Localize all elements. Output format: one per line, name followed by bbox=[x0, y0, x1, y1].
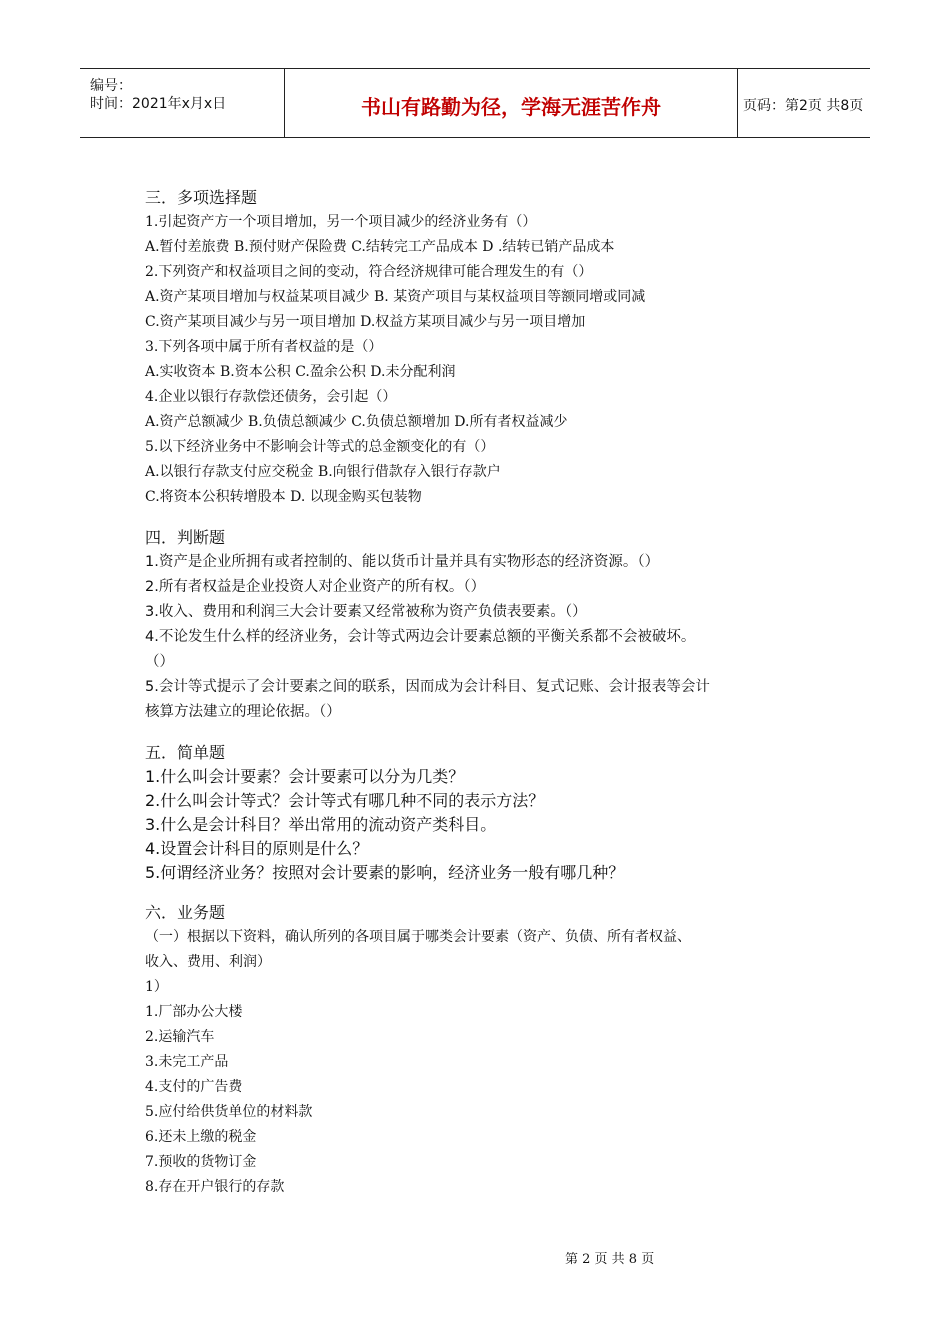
section-title-short-answer: 五．简单题 bbox=[145, 743, 226, 762]
business-item: 5.应付给供货单位的材料款 bbox=[145, 1104, 313, 1120]
business-item: 7.预收的货物订金 bbox=[145, 1154, 257, 1170]
option-line: A.资产某项目增加与权益某项目减少 B. 某资产项目与某权益项目等额同增或同减 bbox=[145, 289, 646, 305]
business-item: 4.支付的广告费 bbox=[145, 1079, 243, 1095]
option-line: C.资产某项目减少与另一项目增加 D.权益方某项目减少与另一项目增加 bbox=[145, 314, 586, 330]
document-body bbox=[145, 186, 825, 1200]
short-question-line: 4.设置会计科目的原则是什么？ bbox=[145, 839, 369, 858]
header-meta-cell bbox=[80, 69, 284, 137]
statement-line: 4.不论发生什么样的经济业务，会计等式两边会计要素总额的平衡关系都不会被破坏。 bbox=[145, 629, 696, 645]
question-line: 3.下列各项中属于所有者权益的是（） bbox=[145, 339, 383, 355]
question-line: 1.引起资产方一个项目增加，另一个项目减少的经济业务有（） bbox=[145, 214, 537, 230]
section-title-business: 六．业务题 bbox=[145, 903, 226, 922]
short-question-line: 5.何谓经济业务？按照对会计要素的影响，经济业务一般有哪几种？ bbox=[145, 863, 625, 882]
statement-line: （） bbox=[145, 654, 174, 670]
option-line: A.实收资本 B.资本公积 C.盈余公积 D.未分配利润 bbox=[145, 364, 456, 380]
time-label: 时间：2021年x月x日 bbox=[90, 96, 227, 112]
question-line: 4.企业以银行存款偿还债务，会引起（） bbox=[145, 389, 397, 405]
header-table bbox=[80, 68, 870, 138]
business-item: 2.运输汽车 bbox=[145, 1029, 215, 1045]
statement-line: 核算方法建立的理论依据。（） bbox=[145, 704, 341, 720]
short-question-line: 1.什么叫会计要素？会计要素可以分为几类？ bbox=[145, 767, 465, 786]
business-item: 8.存在开户银行的存款 bbox=[145, 1179, 285, 1195]
short-question-line: 3.什么是会计科目？举出常用的流动资产类科目。 bbox=[145, 815, 497, 834]
motto: 书山有路勤为径，学海无涯苦作舟 bbox=[361, 95, 661, 119]
statement-line: 1.资产是企业所拥有或者控制的、能以货币计量并具有实物形态的经济资源。（） bbox=[145, 554, 660, 570]
option-line: A.暂付差旅费 B.预付财产保险费 C.结转完工产品成本 D .结转已销产品成本 bbox=[145, 239, 615, 255]
option-line: A.以银行存款支付应交税金 B.向银行借款存入银行存款户 bbox=[145, 464, 501, 480]
header-motto-cell bbox=[284, 69, 738, 137]
statement-line: 2.所有者权益是企业投资人对企业资产的所有权。（） bbox=[145, 579, 486, 595]
statement-line: 3.收入、费用和利润三大会计要素又经常被称为资产负债表要素。（） bbox=[145, 604, 587, 620]
statement-line: 5.会计等式提示了会计要素之间的联系，因而成为会计科目、复式记账、会计报表等会计 bbox=[145, 679, 710, 695]
question-line: 2.下列资产和权益项目之间的变动，符合经济规律可能合理发生的有（） bbox=[145, 264, 593, 280]
short-question-line: 2.什么叫会计等式？会计等式有哪几种不同的表示方法？ bbox=[145, 791, 545, 810]
business-line: 收入、费用、利润） bbox=[145, 954, 271, 970]
option-line: C.将资本公积转增股本 D. 以现金购买包装物 bbox=[145, 489, 422, 505]
business-item: 3.未完工产品 bbox=[145, 1054, 229, 1070]
option-line: A.资产总额减少 B.负债总额减少 C.负债总额增加 D.所有者权益减少 bbox=[145, 414, 568, 430]
business-line: （一）根据以下资料，确认所列的各项目属于哪类会计要素（资产、负债、所有者权益、 bbox=[145, 929, 691, 945]
section-title-multiple-choice: 三．多项选择题 bbox=[145, 188, 258, 207]
header-page-cell bbox=[737, 69, 870, 137]
question-line: 5.以下经济业务中不影响会计等式的总金额变化的有（） bbox=[145, 439, 495, 455]
business-item: 6.还未上缴的税金 bbox=[145, 1129, 257, 1145]
business-line: 1） bbox=[145, 979, 168, 995]
number-label: 编号： bbox=[90, 78, 132, 94]
page-info: 页码：第2页 共8页 bbox=[743, 98, 864, 114]
business-item: 1.厂部办公大楼 bbox=[145, 1004, 243, 1020]
footer-page-number: 第 2 页 共 8 页 bbox=[565, 1252, 655, 1267]
section-title-true-false: 四．判断题 bbox=[145, 528, 226, 547]
